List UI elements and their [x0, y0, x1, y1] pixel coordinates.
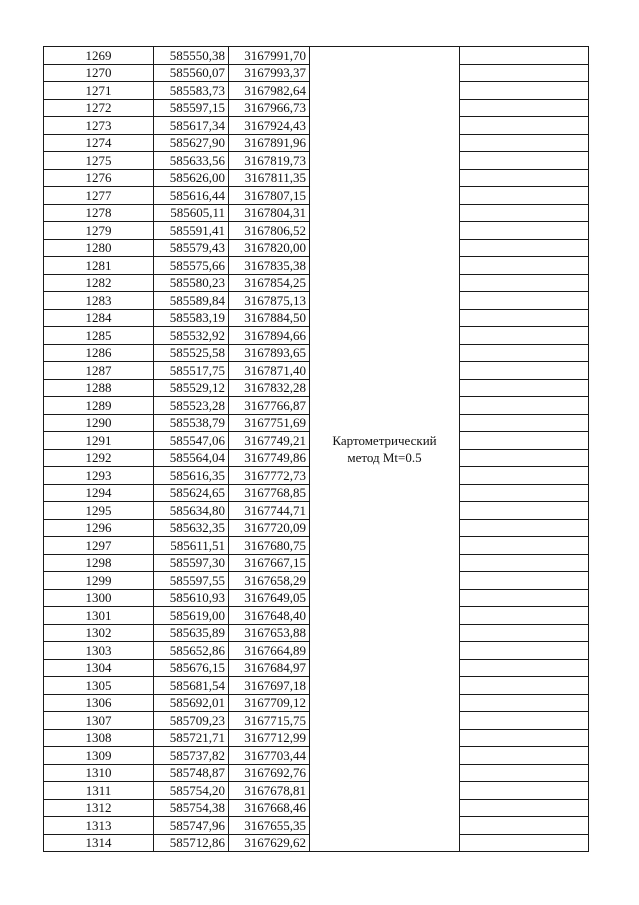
x-coordinate-cell: 585626,00: [154, 169, 229, 187]
y-coordinate-cell: 3167893,65: [229, 344, 310, 362]
y-coordinate-cell: 3167854,25: [229, 274, 310, 292]
y-coordinate-cell: 3167875,13: [229, 292, 310, 310]
y-coordinate-cell: 3167749,86: [229, 449, 310, 467]
x-coordinate-cell: 585597,55: [154, 572, 229, 590]
empty-cell: [460, 589, 589, 607]
empty-cell: [460, 502, 589, 520]
x-coordinate-cell: 585575,66: [154, 257, 229, 275]
x-coordinate-cell: 585529,12: [154, 379, 229, 397]
empty-cell: [460, 397, 589, 415]
point-number-cell: 1284: [44, 309, 154, 327]
y-coordinate-cell: 3167715,75: [229, 712, 310, 730]
y-coordinate-cell: 3167709,12: [229, 694, 310, 712]
empty-cell: [460, 117, 589, 135]
point-number-cell: 1274: [44, 134, 154, 152]
point-number-cell: 1299: [44, 572, 154, 590]
empty-cell: [460, 432, 589, 450]
y-coordinate-cell: 3167806,52: [229, 222, 310, 240]
empty-cell: [460, 64, 589, 82]
y-coordinate-cell: 3167692,76: [229, 764, 310, 782]
point-number-cell: 1290: [44, 414, 154, 432]
y-coordinate-cell: 3167924,43: [229, 117, 310, 135]
empty-cell: [460, 782, 589, 800]
empty-cell: [460, 327, 589, 345]
y-coordinate-cell: 3167804,31: [229, 204, 310, 222]
empty-cell: [460, 82, 589, 100]
x-coordinate-cell: 585597,30: [154, 554, 229, 572]
y-coordinate-cell: 3167772,73: [229, 467, 310, 485]
point-number-cell: 1270: [44, 64, 154, 82]
y-coordinate-cell: 3167629,62: [229, 834, 310, 852]
y-coordinate-cell: 3167649,05: [229, 589, 310, 607]
empty-cell: [460, 169, 589, 187]
x-coordinate-cell: 585550,38: [154, 47, 229, 65]
x-coordinate-cell: 585634,80: [154, 502, 229, 520]
y-coordinate-cell: 3167835,38: [229, 257, 310, 275]
y-coordinate-cell: 3167749,21: [229, 432, 310, 450]
point-number-cell: 1313: [44, 817, 154, 835]
empty-cell: [460, 187, 589, 205]
x-coordinate-cell: 585635,89: [154, 624, 229, 642]
x-coordinate-cell: 585605,11: [154, 204, 229, 222]
point-number-cell: 1307: [44, 712, 154, 730]
point-number-cell: 1309: [44, 747, 154, 765]
y-coordinate-cell: 3167655,35: [229, 817, 310, 835]
point-number-cell: 1280: [44, 239, 154, 257]
point-number-cell: 1287: [44, 362, 154, 380]
point-number-cell: 1292: [44, 449, 154, 467]
x-coordinate-cell: 585616,44: [154, 187, 229, 205]
point-number-cell: 1291: [44, 432, 154, 450]
point-number-cell: 1279: [44, 222, 154, 240]
x-coordinate-cell: 585754,38: [154, 799, 229, 817]
x-coordinate-cell: 585560,07: [154, 64, 229, 82]
x-coordinate-cell: 585737,82: [154, 747, 229, 765]
empty-cell: [460, 572, 589, 590]
x-coordinate-cell: 585597,15: [154, 99, 229, 117]
x-coordinate-cell: 585589,84: [154, 292, 229, 310]
point-number-cell: 1304: [44, 659, 154, 677]
y-coordinate-cell: 3167820,00: [229, 239, 310, 257]
method-label-line-2: метод Mt=0.5: [347, 450, 422, 465]
x-coordinate-cell: 585583,73: [154, 82, 229, 100]
empty-cell: [460, 817, 589, 835]
point-number-cell: 1289: [44, 397, 154, 415]
point-number-cell: 1306: [44, 694, 154, 712]
empty-cell: [460, 764, 589, 782]
empty-cell: [460, 379, 589, 397]
x-coordinate-cell: 585616,35: [154, 467, 229, 485]
empty-cell: [460, 694, 589, 712]
point-number-cell: 1297: [44, 537, 154, 555]
y-coordinate-cell: 3167768,85: [229, 484, 310, 502]
y-coordinate-cell: 3167807,15: [229, 187, 310, 205]
point-number-cell: 1311: [44, 782, 154, 800]
point-number-cell: 1282: [44, 274, 154, 292]
y-coordinate-cell: 3167966,73: [229, 99, 310, 117]
x-coordinate-cell: 585652,86: [154, 642, 229, 660]
point-number-cell: 1296: [44, 519, 154, 537]
point-number-cell: 1273: [44, 117, 154, 135]
x-coordinate-cell: 585754,20: [154, 782, 229, 800]
x-coordinate-cell: 585538,79: [154, 414, 229, 432]
point-number-cell: 1293: [44, 467, 154, 485]
y-coordinate-cell: 3167653,88: [229, 624, 310, 642]
x-coordinate-cell: 585580,23: [154, 274, 229, 292]
point-number-cell: 1305: [44, 677, 154, 695]
x-coordinate-cell: 585583,19: [154, 309, 229, 327]
x-coordinate-cell: 585747,96: [154, 817, 229, 835]
x-coordinate-cell: 585523,28: [154, 397, 229, 415]
y-coordinate-cell: 3167667,15: [229, 554, 310, 572]
y-coordinate-cell: 3167832,28: [229, 379, 310, 397]
x-coordinate-cell: 585681,54: [154, 677, 229, 695]
empty-cell: [460, 607, 589, 625]
y-coordinate-cell: 3167891,96: [229, 134, 310, 152]
point-number-cell: 1295: [44, 502, 154, 520]
y-coordinate-cell: 3167697,18: [229, 677, 310, 695]
empty-cell: [460, 222, 589, 240]
point-number-cell: 1294: [44, 484, 154, 502]
point-number-cell: 1271: [44, 82, 154, 100]
x-coordinate-cell: 585517,75: [154, 362, 229, 380]
point-number-cell: 1298: [44, 554, 154, 572]
y-coordinate-cell: 3167712,99: [229, 729, 310, 747]
x-coordinate-cell: 585624,65: [154, 484, 229, 502]
x-coordinate-cell: 585532,92: [154, 327, 229, 345]
empty-cell: [460, 659, 589, 677]
empty-cell: [460, 554, 589, 572]
point-number-cell: 1276: [44, 169, 154, 187]
x-coordinate-cell: 585633,56: [154, 152, 229, 170]
table-row: [44, 47, 589, 65]
point-number-cell: 1283: [44, 292, 154, 310]
empty-cell: [460, 204, 589, 222]
y-coordinate-cell: 3167991,70: [229, 47, 310, 65]
empty-cell: [460, 257, 589, 275]
y-coordinate-cell: 3167884,50: [229, 309, 310, 327]
point-number-cell: 1303: [44, 642, 154, 660]
y-coordinate-cell: 3167744,71: [229, 502, 310, 520]
point-number-cell: 1272: [44, 99, 154, 117]
coordinates-table-body: [44, 47, 589, 852]
empty-cell: [460, 152, 589, 170]
empty-cell: [460, 309, 589, 327]
empty-cell: [460, 414, 589, 432]
point-number-cell: 1310: [44, 764, 154, 782]
y-coordinate-cell: 3167684,97: [229, 659, 310, 677]
x-coordinate-cell: 585617,34: [154, 117, 229, 135]
y-coordinate-cell: 3167811,35: [229, 169, 310, 187]
point-number-cell: 1312: [44, 799, 154, 817]
x-coordinate-cell: 585619,00: [154, 607, 229, 625]
point-number-cell: 1314: [44, 834, 154, 852]
point-number-cell: 1269: [44, 47, 154, 65]
x-coordinate-cell: 585712,86: [154, 834, 229, 852]
y-coordinate-cell: 3167871,40: [229, 362, 310, 380]
point-number-cell: 1288: [44, 379, 154, 397]
x-coordinate-cell: 585627,90: [154, 134, 229, 152]
x-coordinate-cell: 585547,06: [154, 432, 229, 450]
point-number-cell: 1277: [44, 187, 154, 205]
y-coordinate-cell: 3167678,81: [229, 782, 310, 800]
coordinates-table: [43, 46, 589, 852]
empty-cell: [460, 642, 589, 660]
empty-cell: [460, 537, 589, 555]
method-cell: [310, 47, 460, 852]
y-coordinate-cell: 3167819,73: [229, 152, 310, 170]
empty-cell: [460, 47, 589, 65]
x-coordinate-cell: 585748,87: [154, 764, 229, 782]
empty-cell: [460, 362, 589, 380]
empty-cell: [460, 484, 589, 502]
x-coordinate-cell: 585721,71: [154, 729, 229, 747]
y-coordinate-cell: 3167982,64: [229, 82, 310, 100]
empty-cell: [460, 729, 589, 747]
y-coordinate-cell: 3167680,75: [229, 537, 310, 555]
empty-cell: [460, 519, 589, 537]
y-coordinate-cell: 3167894,66: [229, 327, 310, 345]
point-number-cell: 1302: [44, 624, 154, 642]
empty-cell: [460, 467, 589, 485]
empty-cell: [460, 449, 589, 467]
y-coordinate-cell: 3167658,29: [229, 572, 310, 590]
x-coordinate-cell: 585611,51: [154, 537, 229, 555]
empty-cell: [460, 292, 589, 310]
empty-cell: [460, 712, 589, 730]
y-coordinate-cell: 3167668,46: [229, 799, 310, 817]
empty-cell: [460, 677, 589, 695]
empty-cell: [460, 344, 589, 362]
x-coordinate-cell: 585676,15: [154, 659, 229, 677]
x-coordinate-cell: 585610,93: [154, 589, 229, 607]
y-coordinate-cell: 3167766,87: [229, 397, 310, 415]
empty-cell: [460, 624, 589, 642]
x-coordinate-cell: 585579,43: [154, 239, 229, 257]
x-coordinate-cell: 585525,58: [154, 344, 229, 362]
empty-cell: [460, 799, 589, 817]
y-coordinate-cell: 3167993,37: [229, 64, 310, 82]
y-coordinate-cell: 3167751,69: [229, 414, 310, 432]
x-coordinate-cell: 585692,01: [154, 694, 229, 712]
empty-cell: [460, 134, 589, 152]
point-number-cell: 1301: [44, 607, 154, 625]
point-number-cell: 1286: [44, 344, 154, 362]
empty-cell: [460, 834, 589, 852]
point-number-cell: 1300: [44, 589, 154, 607]
point-number-cell: 1278: [44, 204, 154, 222]
y-coordinate-cell: 3167720,09: [229, 519, 310, 537]
point-number-cell: 1308: [44, 729, 154, 747]
y-coordinate-cell: 3167648,40: [229, 607, 310, 625]
x-coordinate-cell: 585564,04: [154, 449, 229, 467]
x-coordinate-cell: 585632,35: [154, 519, 229, 537]
x-coordinate-cell: 585591,41: [154, 222, 229, 240]
point-number-cell: 1275: [44, 152, 154, 170]
x-coordinate-cell: 585709,23: [154, 712, 229, 730]
point-number-cell: 1281: [44, 257, 154, 275]
y-coordinate-cell: 3167703,44: [229, 747, 310, 765]
point-number-cell: 1285: [44, 327, 154, 345]
empty-cell: [460, 99, 589, 117]
empty-cell: [460, 747, 589, 765]
method-label-line-1: Картометрический: [332, 433, 437, 448]
empty-cell: [460, 274, 589, 292]
y-coordinate-cell: 3167664,89: [229, 642, 310, 660]
empty-cell: [460, 239, 589, 257]
